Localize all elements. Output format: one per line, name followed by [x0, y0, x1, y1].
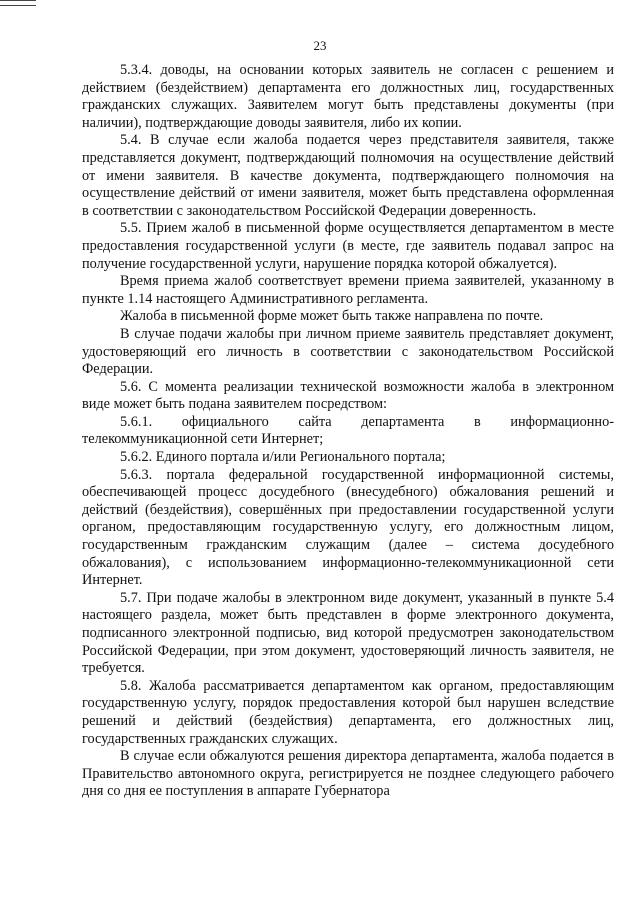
paragraph-director-complaint: В случае если обжалуются решения директора департамента, жалоба подается в Правительство автономного округа, регистрируется не позднее следующего рабочего дня со дня ее поступления в аппарате Губернатора: [82, 748, 614, 800]
paragraph-reception-time: Время приема жалоб соответствует времени приема заявителей, указанному в пункте 1.14 настоящего Административного регламента.: [82, 273, 614, 307]
paragraph-5-3-4: 5.3.4. доводы, на основании которых заявитель не согласен с решением и действием (бездействием) департамента его должностных лиц, государственных гражданских служащих. Заявителем могут быть представлены документы (при наличии), подтверждающие доводы заявителя, либо их копии.: [82, 62, 614, 131]
paragraph-5-4: 5.4. В случае если жалоба подается через представителя заявителя, также представляется документ, подтверждающий полномочия на осуществление действий от имени заявителя. В качестве документа, подтверждающего полномочия на осуществление действий от имени заявителя, может быть представлена оформленная в соответствии с законодательством Российской Федерации доверенность.: [82, 132, 614, 219]
paragraph-5-6-3: 5.6.3. портала федеральной государственной информационной системы, обеспечивающей процесс досудебного (внесудебного) обжалования решений и действий (бездействия), совершённых при предоставлении государственной услуги органом, предоставляющим государственную услугу, его должностным лицом, государственным гражданским служащим (далее – система досудебного обжалования), с использованием информационно-телекоммуникационной сети Интернет.: [82, 466, 614, 589]
paragraph-5-5: 5.5. Прием жалоб в письменной форме осуществляется департаментом в месте предоставления государственной услуги (в месте, где заявитель подавал запрос на получение государственной услуги, нарушение порядка которой обжалуется).: [82, 220, 614, 272]
paragraph-5-6: 5.6. С момента реализации технической возможности жалоба в электронном виде может быть подана заявителем посредством:: [82, 378, 614, 413]
paragraph-5-8: 5.8. Жалоба рассматривается департаментом как органом, предоставляющим государственную услугу, порядок предоставления которой был нарушен вследствие решений и действий (бездействия) департамента, его должностных лиц, государственных гражданских служащих.: [82, 677, 614, 747]
paragraph-5-6-1: 5.6.1. официального сайта департамента в информационно-телекоммуникационной сети Интернет;: [82, 413, 614, 448]
paragraph-mail: Жалоба в письменной форме может быть также направлена по почте.: [120, 308, 544, 325]
scan-corner-mark: [0, 0, 36, 6]
paragraph-5-7: 5.7. При подаче жалобы в электронном виде документ, указанный в пункте 5.4 настоящего раздела, может быть представлен в форме электронного документа, подписанного электронной подписью, вид которой предусмотрен законодательством Российской Федерации, при этом документ, удостоверяющий личность заявителя, не требуется.: [82, 589, 614, 677]
document-body: [82, 62, 614, 801]
paragraph-5-6-2: 5.6.2. Единого портала и/или Регионального портала;: [120, 449, 446, 466]
paragraph-personal-reception: В случае подачи жалобы при личном приеме заявитель представляет документ, удостоверяющий его личность в соответствии с законодательством Российской Федерации.: [82, 325, 614, 378]
page-number: 23: [313, 38, 327, 53]
